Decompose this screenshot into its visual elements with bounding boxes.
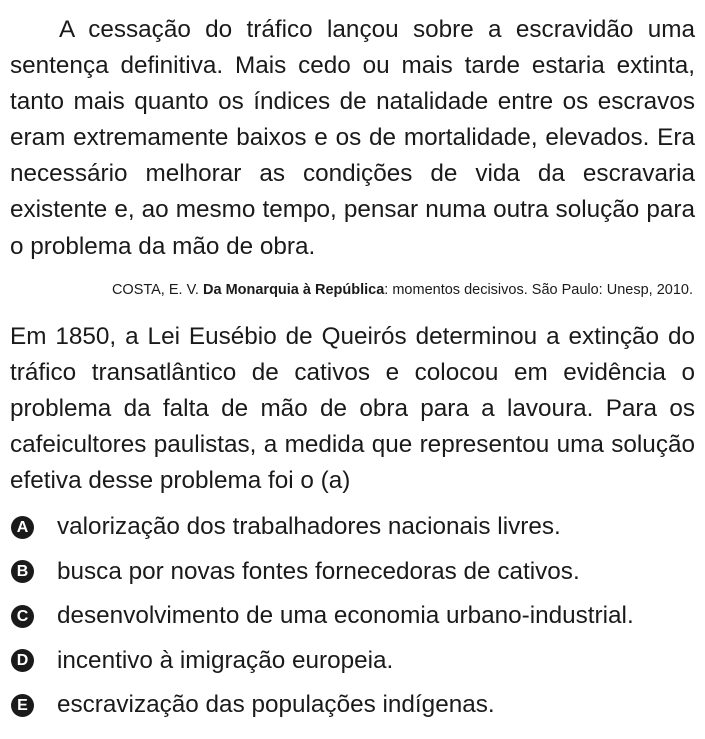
option-letter-badge: A: [11, 516, 34, 539]
option-c[interactable]: [10, 594, 695, 639]
option-b[interactable]: [10, 550, 695, 595]
option-letter-badge: B: [11, 560, 34, 583]
option-letter-badge: D: [11, 649, 34, 672]
citation-title: Da Monarquia à República: [203, 281, 385, 298]
source-passage: A cessação do tráfico lançou sobre a escravidão uma sentença definitiva. Mais cedo ou mais tarde estaria extinta, tanto mais quanto os índices de natalidade entre os escravos eram extremamente baixos e os de mortalidade, elevados. Era necessário melhorar as condições de vida da escravaria existente e, ao mesmo tempo, pensar numa outra solução para o problema da mão de obra.: [10, 16, 695, 260]
option-d[interactable]: [10, 639, 695, 684]
answer-options: [10, 505, 695, 728]
option-e[interactable]: [10, 683, 695, 728]
citation-author: COSTA, E. V.: [111, 281, 203, 298]
option-letter-badge: C: [11, 605, 34, 628]
citation-details: : momentos decisivos. São Paulo: Unesp, 2010.: [384, 281, 693, 298]
option-text: desenvolvimento de uma economia urbano-industrial.: [57, 602, 634, 630]
option-text: valorização dos trabalhadores nacionais livres.: [57, 513, 561, 541]
option-text: busca por novas fontes fornecedoras de cativos.: [57, 557, 580, 585]
question-stem: Em 1850, a Lei Eusébio de Queirós determinou a extinção do tráfico transatlântico de cativos e colocou em evidência o problema da falta de mão de obra para a lavoura. Para os cafeicultores paulistas, a medida que representou uma solução efetiva desse problema foi o (a): [10, 322, 695, 495]
option-text: incentivo à imigração europeia.: [57, 646, 394, 674]
option-text: escravização das populações indígenas.: [57, 691, 495, 719]
option-a[interactable]: [10, 505, 695, 550]
option-letter-badge: E: [11, 694, 34, 717]
bibliographic-citation: [10, 281, 695, 299]
